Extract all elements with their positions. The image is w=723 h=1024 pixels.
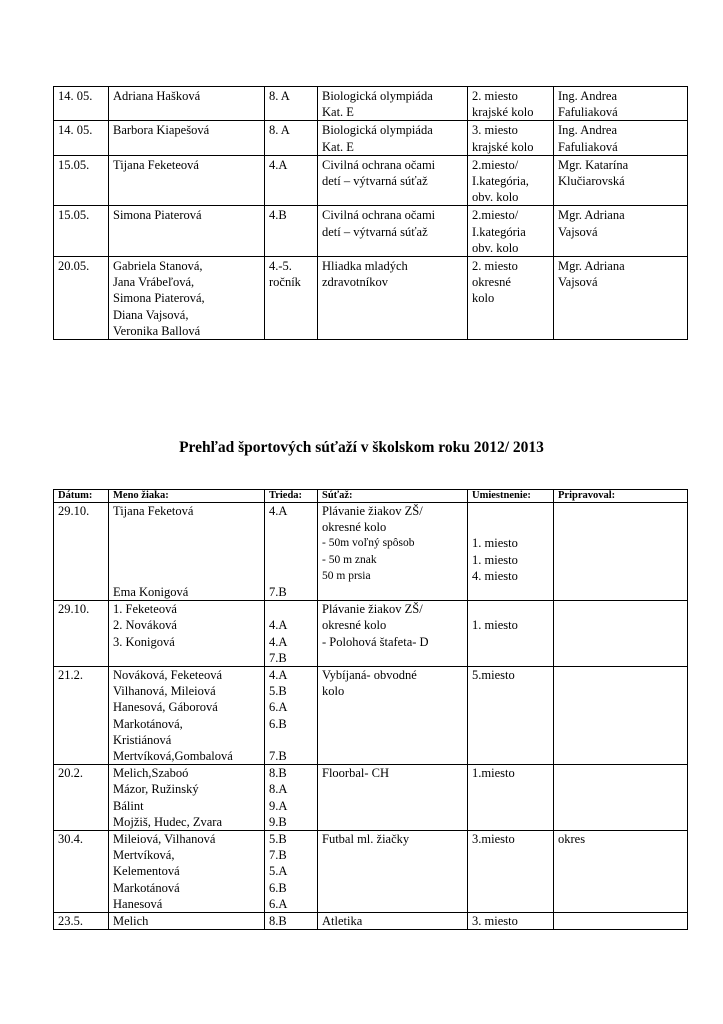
cell-line [269,552,313,568]
names-cell [109,206,265,257]
names-cell [109,765,265,831]
cell-line: Vilhanová, Mileiová [113,684,216,699]
cell-line: Hanesová [113,896,163,911]
cell-line: 4.A [269,504,288,518]
cell-line: 3. miesto [472,123,518,138]
class-cell [265,830,318,912]
cell-line: Mgr. Adriana [558,259,625,274]
placement-cell [468,87,554,121]
cell-line: Civilná ochrana očami [322,208,436,223]
cell-line [113,568,260,584]
cell-line: 1. miesto [472,552,518,567]
results-table-1 [53,86,688,340]
header-class: Trieda: [265,490,318,503]
cell-line: 2. miesto [472,259,518,274]
date-cell [54,121,109,155]
competition-cell [318,87,468,121]
cell-line: Atletika [322,914,363,928]
cell-line: 1. miesto [472,536,518,551]
cell-line: Tijana Feketeová [113,157,199,172]
cell-line: 14. 05. [58,89,93,103]
cell-line: detí – výtvarná súťaž [322,174,428,189]
names-cell [109,87,265,121]
table-row [54,503,688,601]
class-cell [265,121,318,155]
cell-line: 4.-5. [269,259,292,274]
cell-line: Civilná ochrana očami [322,157,436,172]
cell-line: ročník [269,275,301,290]
header-name: Meno žiaka: [109,490,265,503]
cell-line: 23.5. [58,914,83,928]
cell-line: 7.B [269,748,287,763]
cell-line: 8.B [269,914,287,928]
table-row [54,257,688,340]
cell-line: 4.B [269,208,287,223]
competition-cell [318,257,468,340]
cell-line: 4. miesto [472,568,518,583]
header-competition: Súťaž: [318,490,468,503]
competition-cell [318,206,468,257]
cell-line: Mgr. Katarína [558,157,629,172]
cell-line: Ema Konigová [113,584,189,599]
cell-line: Mázor, Ružinský [113,782,199,797]
prepared-cell [554,503,688,601]
cell-line: Markotánová, [113,716,183,731]
names-cell [109,257,265,340]
names-cell [109,830,265,912]
cell-line: Melich,Szaboó [113,766,189,781]
cell-line: Bálint [113,798,144,813]
cell-line: Veronika Ballová [113,323,201,338]
cell-line: detí – výtvarná súťaž [322,224,428,239]
table-row [54,765,688,831]
cell-line: Fafuliaková [558,139,618,154]
cell-line: 30.4. [58,831,83,846]
placement-cell [468,601,554,667]
cell-line: I.kategória, [472,174,529,189]
table-row [54,830,688,912]
cell-line: Ing. Andrea [558,89,618,103]
cell-line [472,503,549,519]
cell-line: okresné [472,275,511,290]
cell-line: Mileiová, Vilhanová [113,831,216,846]
cell-line: - 50m voľný spôsob [322,537,415,550]
cell-line [269,519,313,535]
teacher-cell [554,257,688,340]
date-cell [54,155,109,206]
cell-line: 9.B [269,814,287,829]
table-row [54,155,688,206]
cell-line: Hliadka mladých [322,259,408,274]
cell-line: 21.2. [58,667,83,682]
cell-line: Ing. Andrea [558,123,618,138]
date-cell [54,666,109,764]
cell-line: 6.B [269,880,287,895]
cell-line: obv. kolo [472,240,519,255]
header-placement: Umiestnenie: [468,490,554,503]
names-cell [109,121,265,155]
cell-line: Vajsová [558,224,598,239]
cell-line: Jana Vrábeľová, [113,275,195,290]
competition-cell [318,765,468,831]
cell-line [113,535,260,551]
placement-cell [468,830,554,912]
cell-line: okresné kolo [322,520,387,535]
placement-cell [468,206,554,257]
cell-line: 6.B [269,716,287,731]
class-cell [265,765,318,831]
placement-cell [468,503,554,601]
placement-cell [468,765,554,831]
names-cell [109,913,265,930]
date-cell [54,257,109,340]
cell-line: 8.B [269,766,287,781]
class-cell [265,206,318,257]
class-cell [265,601,318,667]
cell-line: 14. 05. [58,123,93,138]
cell-line: - 50 m znak [322,553,377,566]
date-cell [54,87,109,121]
cell-line: Plávanie žiakov ZŠ/ [322,504,423,518]
table-row [54,206,688,257]
cell-line: Floorbal- CH [322,766,390,781]
cell-line: Adriana Hašková [113,89,201,103]
table-row [54,601,688,667]
cell-line: 5.B [269,684,287,699]
cell-line: - Polohová štafeta- D [322,634,429,649]
competition-cell [318,666,468,764]
cell-line: 3. Konigová [113,634,175,649]
table-row [54,666,688,764]
placement-cell [468,121,554,155]
prepared-cell [554,830,688,912]
cell-line: 4.A [269,618,288,633]
placement-cell [468,666,554,764]
table-row [54,913,688,930]
cell-line: okres [558,831,586,846]
class-cell [265,913,318,930]
cell-line: 8.A [269,782,288,797]
date-cell [54,206,109,257]
class-cell [265,503,318,601]
cell-line: 5.B [269,831,287,846]
class-cell [265,87,318,121]
cell-line: Diana Vajsová, [113,307,189,322]
cell-line: 50 m prsia [322,569,371,582]
date-cell [54,601,109,667]
cell-line [472,601,549,617]
competition-cell [318,503,468,601]
cell-line: Futbal ml. žiačky [322,831,410,846]
cell-line [269,601,313,617]
date-cell [54,830,109,912]
cell-line: Biologická olympiáda [322,89,433,103]
cell-line: obv. kolo [472,190,519,205]
teacher-cell [554,87,688,121]
cell-line: Kelementová [113,864,180,879]
cell-line: 20.05. [58,259,90,274]
cell-line: Klučiarovská [558,174,625,189]
teacher-cell [554,206,688,257]
table-row [54,87,688,121]
cell-line: 7.B [269,584,287,599]
cell-line [269,732,313,748]
date-cell [54,503,109,601]
cell-line: okresné kolo [322,618,387,633]
cell-line: Gabriela Stanová, [113,259,203,274]
cell-line: 2. miesto [472,89,518,103]
cell-line: Biologická olympiáda [322,123,433,138]
cell-line: Mertvíková,Gombalová [113,748,233,763]
cell-line: 20.2. [58,766,83,781]
teacher-cell [554,155,688,206]
sports-results-table [53,489,688,930]
cell-line: Vybíjaná- obvodné [322,667,417,682]
prepared-cell [554,913,688,930]
cell-line: Simona Piaterová [113,208,202,223]
cell-line [113,552,260,568]
names-cell [109,666,265,764]
date-cell [54,765,109,831]
prepared-cell [554,601,688,667]
cell-line: 15.05. [58,157,90,172]
cell-line: 5.A [269,864,288,879]
cell-line: 2. Nováková [113,618,177,633]
cell-line: 7.B [269,848,287,863]
names-cell [109,503,265,601]
competition-cell [318,121,468,155]
cell-line: kolo [322,684,345,699]
competition-cell [318,830,468,912]
class-cell [265,666,318,764]
competition-cell [318,913,468,930]
competition-cell [318,601,468,667]
cell-line: Kat. E [322,105,354,120]
cell-line: Markotánová [113,880,180,895]
cell-line: I.kategória [472,224,526,239]
cell-line: Mgr. Adriana [558,208,625,223]
placement-cell [468,257,554,340]
cell-line [269,535,313,551]
teacher-cell [554,121,688,155]
cell-line: 4.A [269,634,288,649]
cell-line [269,568,313,584]
cell-line: Vajsová [558,275,598,290]
cell-line: 5.miesto [472,667,515,682]
cell-line: Mojžiš, Hudec, Zvara [113,814,222,829]
cell-line: 29.10. [58,602,90,617]
cell-line: Hanesová, Gáborová [113,700,218,715]
prepared-cell [554,765,688,831]
cell-line: Melich [113,914,149,928]
cell-line: Plávanie žiakov ZŠ/ [322,602,423,617]
cell-line: 29.10. [58,504,90,518]
cell-line: Fafuliaková [558,105,618,120]
cell-line: 4.A [269,157,288,172]
cell-line: 9.A [269,798,288,813]
placement-cell [468,913,554,930]
table-row [54,121,688,155]
header-prepared: Pripravoval: [554,490,688,503]
cell-line: Tijana Feketová [113,504,194,518]
cell-line: 6.A [269,896,288,911]
cell-line: 1. miesto [472,618,518,633]
cell-line [113,519,260,535]
header-date: Dátum: [54,490,109,503]
cell-line: 4.A [269,667,288,682]
cell-line: Barbora Kiapešová [113,123,210,138]
page-title: Prehľad športových súťaží v školskom roku 2012/ 2013 [179,439,544,456]
cell-line: 15.05. [58,208,90,223]
cell-line: Kristiánová [113,732,172,747]
cell-line: 3. miesto [472,914,518,928]
placement-cell [468,155,554,206]
cell-line: 8. A [269,89,290,103]
cell-line: 1.miesto [472,766,515,781]
cell-line: 8. A [269,123,290,138]
cell-line [472,519,549,535]
class-cell [265,257,318,340]
cell-line: krajské kolo [472,105,534,120]
cell-line: 2.miesto/ [472,208,519,223]
cell-line: Simona Piaterová, [113,291,205,306]
cell-line: 1. Feketeová [113,602,177,617]
cell-line: Mertvíková, [113,848,175,863]
cell-line: kolo [472,291,495,306]
class-cell [265,155,318,206]
date-cell [54,913,109,930]
cell-line: 2.miesto/ [472,157,519,172]
cell-line: krajské kolo [472,139,534,154]
table-header-row [54,490,688,503]
cell-line: 3.miesto [472,831,515,846]
cell-line: Kat. E [322,139,354,154]
cell-line: zdravotníkov [322,275,388,290]
cell-line: 7.B [269,650,287,665]
cell-line: Nováková, Feketeová [113,667,222,682]
competition-cell [318,155,468,206]
names-cell [109,601,265,667]
cell-line: 6.A [269,700,288,715]
prepared-cell [554,666,688,764]
names-cell [109,155,265,206]
